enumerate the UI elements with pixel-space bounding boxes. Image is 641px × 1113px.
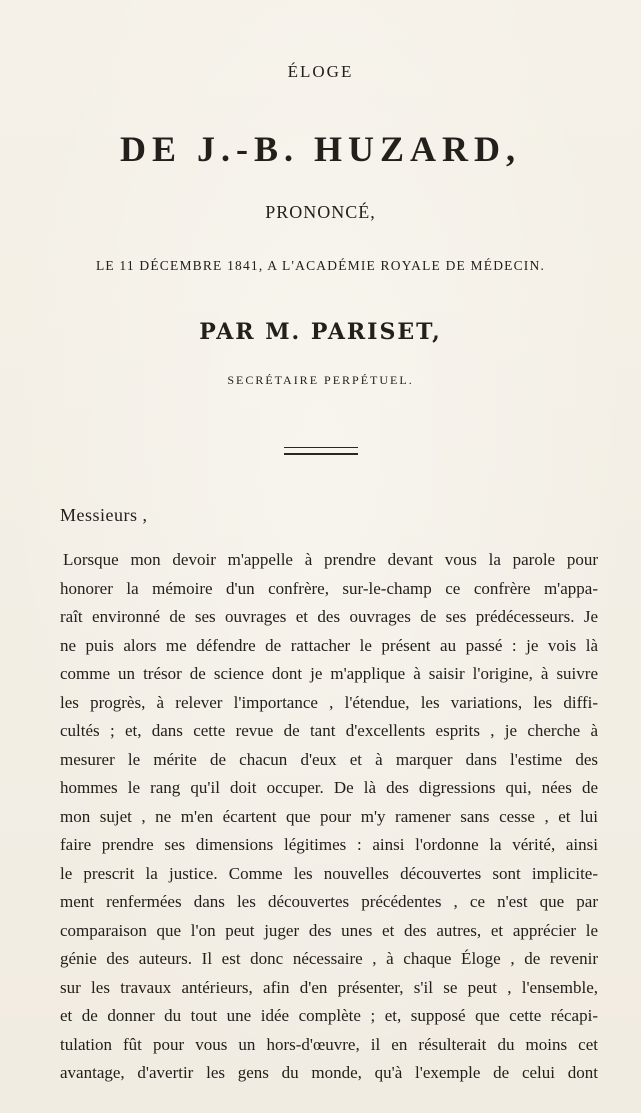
body-line: le prescrit la justice. Comme les nouvelles découvertes sont implicite- [60, 863, 598, 883]
body-line: ment renfermées dans les découvertes précédentes , ce n'est que par [60, 892, 598, 911]
body-line: cultés ; et, dans cette revue de tant d'excellents esprits , je cherche à [60, 721, 598, 740]
body-line: sur les travaux antérieurs, afin d'en présenter, s'il se peut , l'ensemble, [60, 977, 598, 997]
body-line: avantage, d'avertir les gens du monde, qu'à l'exemple de celui dont [60, 1063, 598, 1082]
body-line: les progrès, à relever l'importance , l'étendue, les variations, les diffi- [60, 692, 598, 712]
body-line: et de donner du tout une idée complète ; et, supposé que cette récapi- [60, 1006, 598, 1025]
date-line: LE 11 DÉCEMBRE 1841, A L'ACADÉMIE ROYALE DE MÉDECIN. [95, 258, 546, 273]
body-line: faire prendre ses dimensions légitimes : ainsi l'ordonne la vérité, ainsi [60, 835, 598, 854]
body-line: comme un trésor de science dont je m'applique à saisir l'origine, à suivre [60, 664, 598, 683]
body-line: mon sujet , ne m'en écartent que pour m'y ramener sans cesse , et lui [60, 806, 598, 826]
body-line: comparaison que l'on peut juger des unes et des autres, et apprécier le [60, 920, 598, 940]
body-line: ne puis alors me défendre de rattacher le présent au passé : je vois là [60, 635, 598, 655]
divider-rule [284, 447, 358, 455]
page-title: DE J.-B. HUZARD, [119, 129, 521, 169]
body-line: raît environné de ses ouvrages et des ouvrages de ses prédécesseurs. Je [60, 607, 598, 626]
body-text [60, 546, 598, 1088]
body-line: génie des auteurs. Il est donc nécessaire , à chaque Éloge , de revenir [60, 949, 598, 968]
body-line: honorer la mémoire d'un confrère, sur-le-champ ce confrère m'appa- [60, 578, 598, 598]
author-line: PAR M. PARISET, [199, 319, 442, 345]
prononce-label: PRONONCÉ, [265, 202, 376, 222]
body-line: Lorsque mon devoir m'appelle à prendre devant vous la parole pour [63, 550, 598, 569]
eloge-heading: ÉLOGE [287, 62, 354, 81]
body-line: hommes le rang qu'il doit occuper. De là des digressions qui, nées de [60, 778, 598, 797]
salutation: Messieurs , [60, 505, 148, 525]
author-function: SECRÉTAIRE PERPÉTUEL. [227, 373, 414, 387]
body-line: mesurer le mérite de chacun d'eux et à marquer dans l'estime des [60, 749, 598, 769]
body-line: tulation fût pour vous un hors-d'œuvre, il en résulterait du moins cet [60, 1034, 598, 1054]
